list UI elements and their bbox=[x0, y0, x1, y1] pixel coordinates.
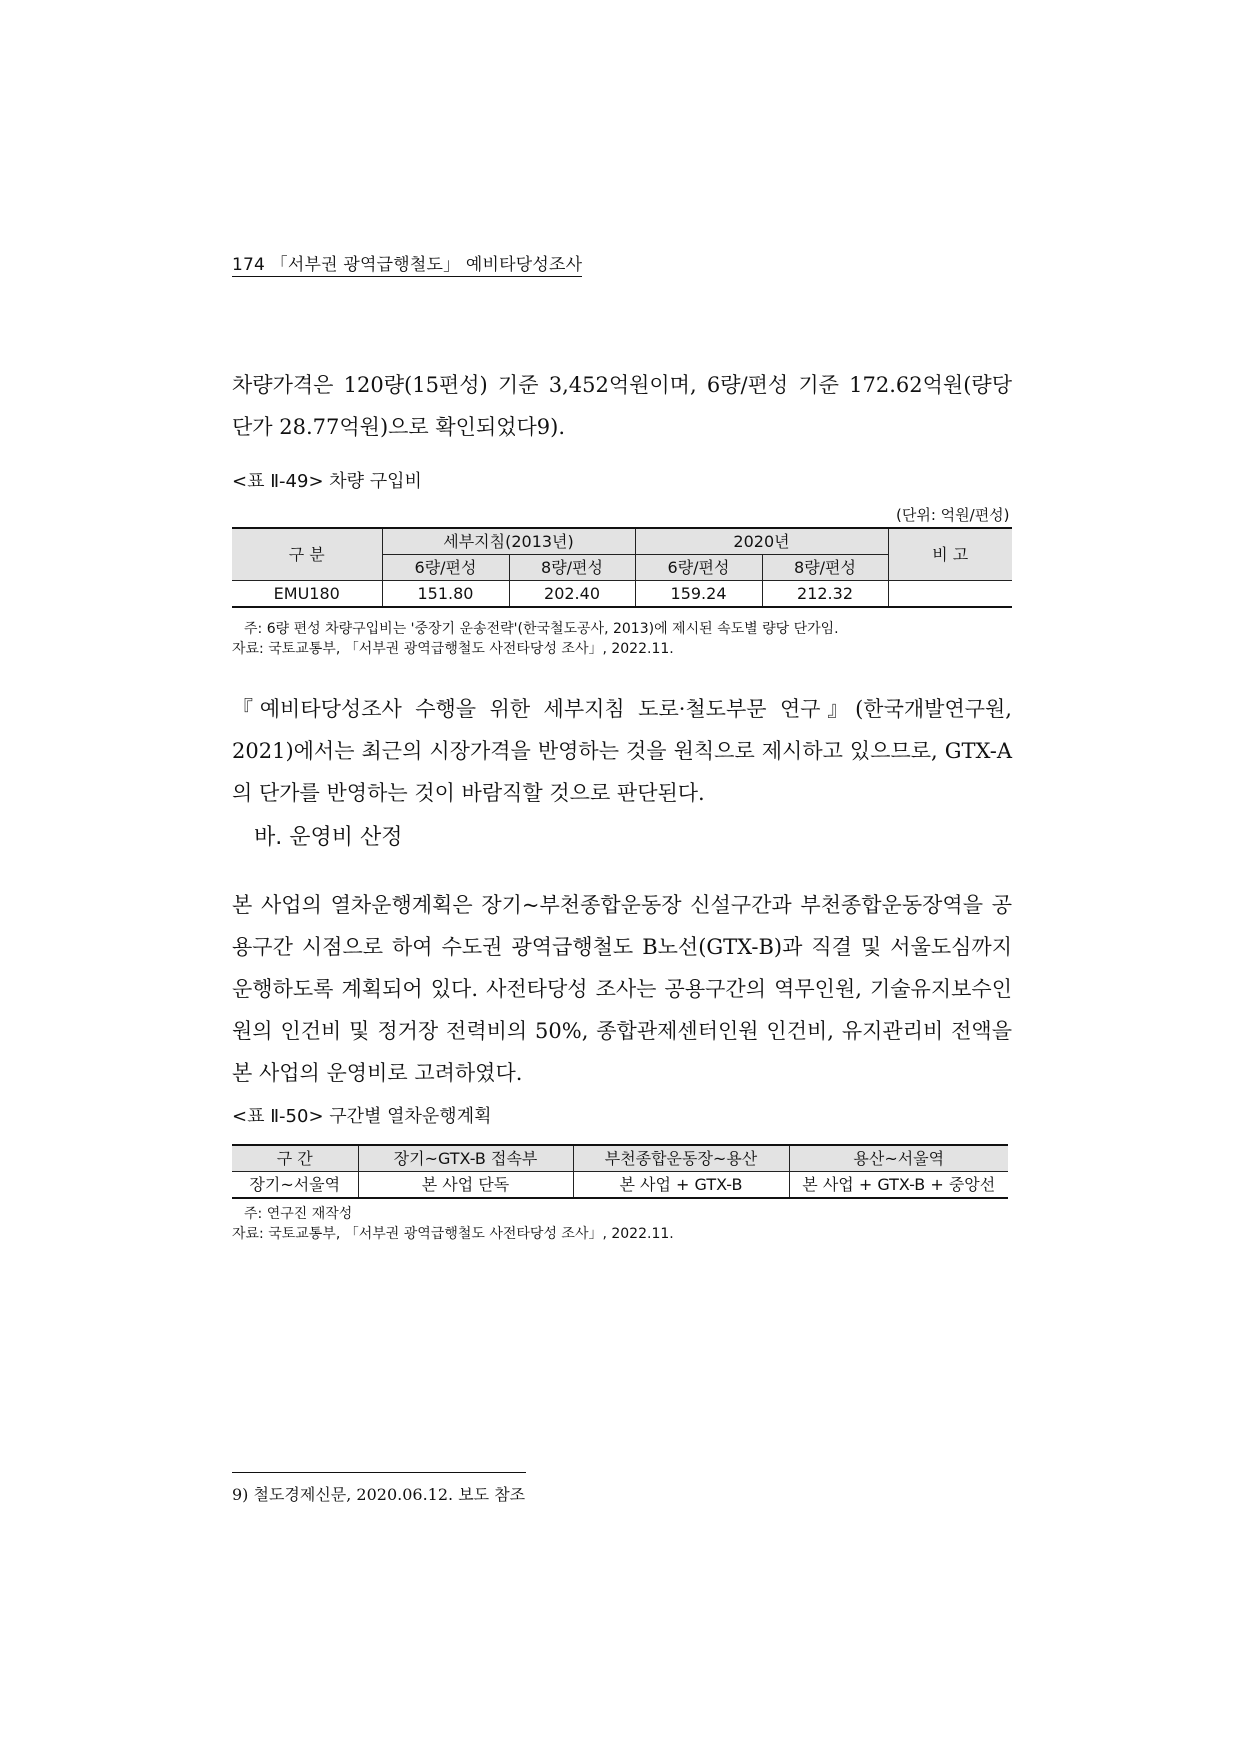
table-50-cell-c4: 본 사업 + GTX-B + 중앙선 bbox=[789, 1172, 1008, 1199]
table-50-caption: <표 Ⅱ-50> 구간별 열차운행계획 bbox=[232, 1106, 492, 1127]
table-49-header-sub-4: 8량/편성 bbox=[762, 555, 888, 581]
table-50-header-c4: 용산~서울역 bbox=[789, 1145, 1008, 1172]
table-49-header-sub-3: 6량/편성 bbox=[635, 555, 762, 581]
table-49 bbox=[232, 527, 1012, 608]
table-49-cell-v3: 159.24 bbox=[635, 581, 762, 608]
table-49-cell-v1: 151.80 bbox=[382, 581, 509, 608]
table-50-cell-c3: 본 사업 + GTX-B bbox=[573, 1172, 789, 1199]
footnote bbox=[232, 1482, 525, 1505]
running-header bbox=[232, 250, 582, 277]
table-49-cell-v4: 212.32 bbox=[762, 581, 888, 608]
footnote-text: 철도경제신문, 2020.06.12. 보도 참조 bbox=[253, 1485, 526, 1504]
table-49-caption: <표 Ⅱ-49> 차량 구입비 bbox=[232, 471, 422, 492]
table-49-cell-remarks bbox=[888, 581, 1012, 608]
table-50 bbox=[232, 1144, 1008, 1199]
table-49-header-row-1 bbox=[232, 528, 1012, 555]
table-49-note: 주: 6량 편성 차량구입비는 '중장기 운송전략'(한국철도공사, 2013)에 제시된 속도별 량당 단가임. bbox=[244, 621, 839, 637]
footnote-number: 9) bbox=[232, 1485, 249, 1504]
table-row bbox=[232, 581, 1012, 608]
table-49-header-sub-1: 6량/편성 bbox=[382, 555, 509, 581]
table-50-cell-c2: 본 사업 단독 bbox=[358, 1172, 573, 1199]
page-number: 174 bbox=[232, 255, 266, 275]
report-title: 「서부권 광역급행철도」 예비타당성조사 bbox=[270, 255, 583, 275]
footnote-rule bbox=[232, 1472, 526, 1473]
table-50-cell-c1: 장기~서울역 bbox=[232, 1172, 358, 1199]
table-49-source: 자료: 국토교통부, 「서부권 광역급행철도 사전타당성 조사」, 2022.11. bbox=[232, 641, 674, 657]
table-50-header-c2: 장기~GTX-B 접속부 bbox=[358, 1145, 573, 1172]
table-49-cell-v2: 202.40 bbox=[509, 581, 635, 608]
body-paragraph-1: 차량가격은 120량(15편성) 기준 3,452억원이며, 6량/편성 기준 172.62억원(량당 단가 28.77억원)으로 확인되었다9). bbox=[232, 373, 1012, 439]
section-heading: 바. 운영비 산정 bbox=[254, 825, 403, 850]
table-50-header-c3: 부천종합운동장~용산 bbox=[573, 1145, 789, 1172]
table-49-cell-name: EMU180 bbox=[232, 581, 382, 608]
table-50-source: 자료: 국토교통부, 「서부권 광역급행철도 사전타당성 조사」, 2022.11. bbox=[232, 1226, 674, 1242]
body-paragraph-2: 『예비타당성조사 수행을 위한 세부지침 도로·철도부문 연구』(한국개발연구원, 2021)에서는 최근의 시장가격을 반영하는 것을 원칙으로 제시하고 있으므로, GTX-A의 단가를 반영하는 것이 바람직할 것으로 판단된다. bbox=[232, 697, 1012, 805]
table-49-unit: (단위: 억원/편성) bbox=[896, 506, 1010, 524]
table-49-header-group-1: 세부지침(2013년) bbox=[382, 528, 635, 555]
table-50-header-row bbox=[232, 1145, 1008, 1172]
body-paragraph-3: 본 사업의 열차운행계획은 장기~부천종합운동장 신설구간과 부천종합운동장역을 공용구간 시점으로 하여 수도권 광역급행철도 B노선(GTX-B)과 직결 및 서울도심까지 운행하도록 계획되어 있다. 사전타당성 조사는 공용구간의 역무인원, 기술유지보수인원의 인건비 및 정거장 전력비의 50%, 종합관제센터인원 인건비, 유지관리비 전액을 본 사업의 운영비로 고려하였다. bbox=[232, 893, 1012, 1085]
table-49-header-group-2: 2020년 bbox=[635, 528, 888, 555]
table-49-header-sub-2: 8량/편성 bbox=[509, 555, 635, 581]
table-50-header-c1: 구 간 bbox=[232, 1145, 358, 1172]
table-row bbox=[232, 1172, 1008, 1199]
table-49-header-remarks: 비 고 bbox=[888, 528, 1012, 581]
table-49-header-category: 구 분 bbox=[232, 528, 382, 581]
table-50-note: 주: 연구진 재작성 bbox=[244, 1206, 353, 1222]
